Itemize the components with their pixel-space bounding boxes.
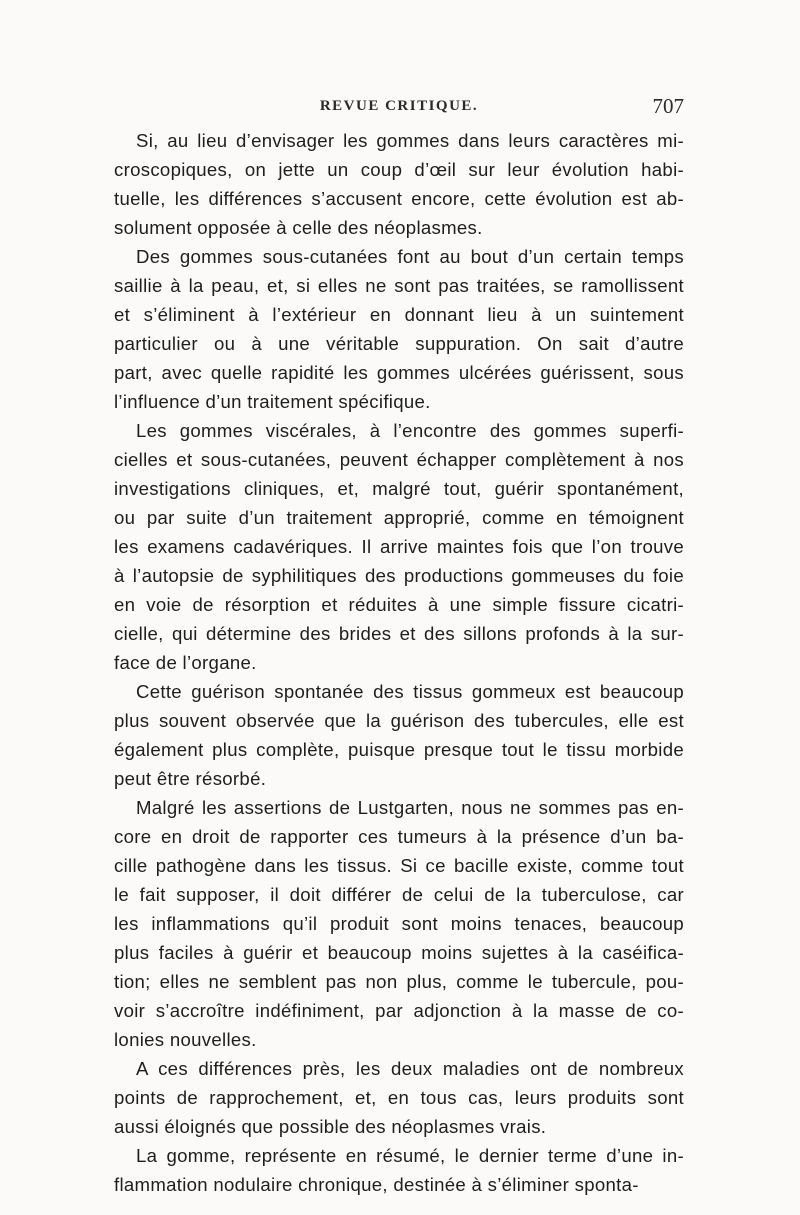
text-line: plus faciles à guérir et beaucoup moins sujettes à la caséifica- bbox=[114, 942, 684, 963]
text-line: Malgré les assertions de Lustgarten, nous ne sommes pas en- bbox=[136, 797, 684, 818]
text-line: et s’éliminent à l’extérieur en donnant lieu à un suintement bbox=[114, 304, 684, 325]
text-line: points de rapprochement, et, en tous cas, leurs produits sont bbox=[114, 1087, 684, 1108]
paragraph bbox=[114, 242, 684, 416]
text-line: La gomme, représente en résumé, le dernier terme d’une in- bbox=[136, 1145, 684, 1166]
text-line: Les gommes viscérales, à l’encontre des gommes superfi- bbox=[136, 420, 684, 441]
text-line: cielles et sous-cutanées, peuvent échapper complètement à nos bbox=[114, 449, 684, 470]
text-line: l’influence d’un traitement spécifique. bbox=[114, 391, 431, 412]
running-head bbox=[114, 96, 684, 122]
text-line: à l’autopsie de syphilitiques des productions gommeuses du foie bbox=[114, 565, 684, 586]
text-line: lonies nouvelles. bbox=[114, 1029, 257, 1050]
text-line: les examens cadavériques. Il arrive maintes fois que l’on trouve bbox=[114, 536, 684, 557]
text-line: flammation nodulaire chronique, destinée à s’éliminer sponta- bbox=[114, 1174, 639, 1195]
text-line: les inflammations qu’il produit sont moins tenaces, beaucoup bbox=[114, 913, 684, 934]
text-line: investigations cliniques, et, malgré tout, guérir spontanément, bbox=[114, 478, 684, 499]
text-line: cille pathogène dans les tissus. Si ce bacille existe, comme tout bbox=[114, 855, 684, 876]
paragraph bbox=[114, 416, 684, 677]
text-line: Cette guérison spontanée des tissus gommeux est beaucoup bbox=[136, 681, 684, 702]
running-title: REVUE CRITIQUE. bbox=[319, 98, 479, 114]
text-line: également plus complète, puisque presque tout le tissu morbide bbox=[114, 739, 684, 760]
text-line: aussi éloignés que possible des néoplasmes vrais. bbox=[114, 1116, 547, 1137]
text-line: cielle, qui détermine des brides et des sillons profonds à la sur- bbox=[114, 623, 684, 644]
page-number: 707 bbox=[652, 94, 684, 118]
text-line: solument opposée à celle des néoplasmes. bbox=[114, 217, 483, 238]
text-line: en voie de résorption et réduites à une simple fissure cicatri- bbox=[114, 594, 684, 615]
text-line: Des gommes sous-cutanées font au bout d’un certain temps bbox=[136, 246, 684, 267]
text-line: Si, au lieu d’envisager les gommes dans leurs caractères mi- bbox=[136, 130, 684, 151]
paragraph bbox=[114, 1054, 684, 1141]
text-line: plus souvent observée que la guérison des tubercules, elle est bbox=[114, 710, 684, 731]
text-line: face de l’organe. bbox=[114, 652, 257, 673]
paragraph bbox=[114, 677, 684, 793]
text-line: peut être résorbé. bbox=[114, 768, 267, 789]
text-line: part, avec quelle rapidité les gommes ulcérées guérissent, sous bbox=[114, 362, 684, 383]
text-line: A ces différences près, les deux maladies ont de nombreux bbox=[136, 1058, 684, 1079]
text-line: voir s’accroître indéfiniment, par adjonction à la masse de co- bbox=[114, 1000, 684, 1021]
text-line: ou par suite d’un traitement approprié, comme en témoignent bbox=[114, 507, 684, 528]
paragraph bbox=[114, 126, 684, 242]
text-line: le fait supposer, il doit différer de celui de la tuberculose, car bbox=[114, 884, 684, 905]
text-line: core en droit de rapporter ces tumeurs à la présence d’un ba- bbox=[114, 826, 684, 847]
paragraph bbox=[114, 793, 684, 1054]
document-page bbox=[114, 96, 684, 1199]
text-line: saillie à la peau, et, si elles ne sont pas traitées, se ramollissent bbox=[114, 275, 684, 296]
text-line: tion; elles ne semblent pas non plus, comme le tubercule, pou- bbox=[114, 971, 684, 992]
text-line: particulier ou à une véritable suppuration. On sait d’autre bbox=[114, 333, 684, 354]
text-line: croscopiques, on jette un coup d’œil sur leur évolution habi- bbox=[114, 159, 684, 180]
paragraph bbox=[114, 1141, 684, 1199]
text-line: tuelle, les différences s’accusent encore, cette évolution est ab- bbox=[114, 188, 684, 209]
body-text bbox=[114, 126, 684, 1199]
